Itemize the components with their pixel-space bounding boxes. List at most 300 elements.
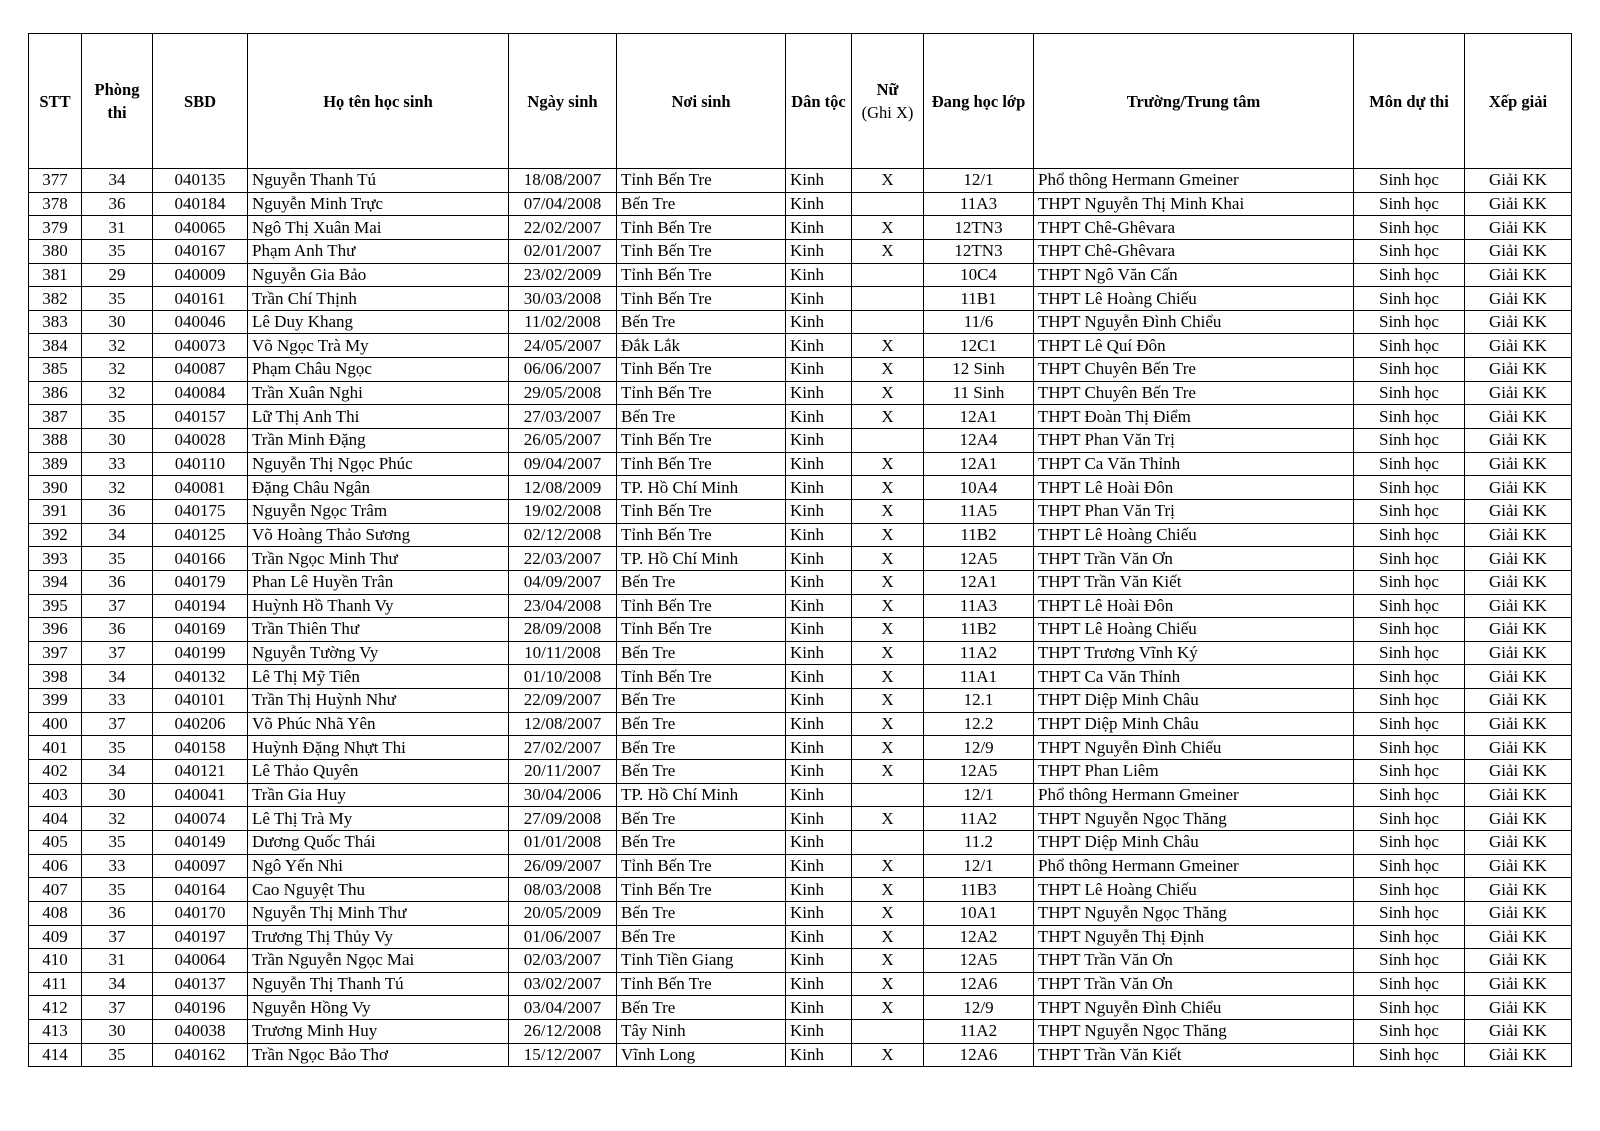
cell-nu: X [852,405,924,429]
cell-nu [852,783,924,807]
cell-ho-ten: Ngô Thị Xuân Mai [248,216,509,240]
table-row [29,594,1572,618]
cell-ho-ten: Nguyễn Thị Ngọc Phúc [248,452,509,476]
cell-giai: Giải KK [1465,405,1572,429]
cell-nu: X [852,334,924,358]
cell-dan-toc: Kinh [786,499,852,523]
cell-phong-thi: 36 [82,570,153,594]
cell-mon: Sinh học [1354,736,1465,760]
cell-ngay-sinh: 20/05/2009 [509,901,617,925]
cell-dan-toc: Kinh [786,925,852,949]
cell-truong: THPT Phan Liêm [1034,760,1354,784]
cell-sbd: 040137 [153,972,248,996]
cell-nu: X [852,169,924,193]
cell-ngay-sinh: 11/02/2008 [509,310,617,334]
cell-lop: 12A6 [924,972,1034,996]
cell-sbd: 040101 [153,689,248,713]
cell-stt: 397 [29,641,82,665]
cell-ho-ten: Trần Ngọc Minh Thư [248,547,509,571]
cell-giai: Giải KK [1465,972,1572,996]
cell-mon: Sinh học [1354,287,1465,311]
cell-lop: 11A3 [924,594,1034,618]
cell-stt: 411 [29,972,82,996]
cell-lop: 12A2 [924,925,1034,949]
cell-noi-sinh: Tỉnh Bến Tre [617,665,786,689]
table-row [29,452,1572,476]
cell-truong: THPT Chuyên Bến Tre [1034,358,1354,382]
cell-truong: THPT Lê Hoàng Chiếu [1034,523,1354,547]
cell-dan-toc: Kinh [786,830,852,854]
cell-mon: Sinh học [1354,334,1465,358]
cell-truong: THPT Phan Văn Trị [1034,429,1354,453]
cell-truong: THPT Trần Văn Ơn [1034,949,1354,973]
cell-ngay-sinh: 26/05/2007 [509,429,617,453]
cell-truong: THPT Nguyễn Ngọc Thăng [1034,901,1354,925]
cell-sbd: 040149 [153,830,248,854]
cell-noi-sinh: Bến Tre [617,689,786,713]
cell-dan-toc: Kinh [786,169,852,193]
cell-phong-thi: 30 [82,1020,153,1044]
cell-noi-sinh: Tỉnh Bến Tre [617,287,786,311]
cell-mon: Sinh học [1354,499,1465,523]
cell-stt: 391 [29,499,82,523]
table-row [29,381,1572,405]
cell-noi-sinh: Bến Tre [617,925,786,949]
table-row [29,689,1572,713]
cell-dan-toc: Kinh [786,1020,852,1044]
cell-lop: 11A1 [924,665,1034,689]
cell-truong: THPT Diệp Minh Châu [1034,712,1354,736]
cell-mon: Sinh học [1354,641,1465,665]
cell-noi-sinh: Tỉnh Bến Tre [617,854,786,878]
cell-phong-thi: 35 [82,239,153,263]
cell-ho-ten: Trần Ngọc Bảo Thơ [248,1043,509,1067]
cell-ho-ten: Huỳnh Hồ Thanh Vy [248,594,509,618]
header-truong: Trường/Trung tâm [1034,34,1354,169]
cell-truong: THPT Nguyễn Thị Minh Khai [1034,192,1354,216]
cell-truong: THPT Phan Văn Trị [1034,499,1354,523]
cell-ngay-sinh: 09/04/2007 [509,452,617,476]
cell-dan-toc: Kinh [786,405,852,429]
cell-ngay-sinh: 24/05/2007 [509,334,617,358]
cell-noi-sinh: Bến Tre [617,807,786,831]
cell-phong-thi: 36 [82,499,153,523]
table-row [29,310,1572,334]
header-phong-thi: Phòng thi [82,34,153,169]
cell-giai: Giải KK [1465,594,1572,618]
cell-ngay-sinh: 28/09/2008 [509,618,617,642]
table-row [29,523,1572,547]
table-row [29,334,1572,358]
cell-giai: Giải KK [1465,901,1572,925]
cell-nu: X [852,665,924,689]
cell-mon: Sinh học [1354,783,1465,807]
cell-giai: Giải KK [1465,878,1572,902]
cell-giai: Giải KK [1465,760,1572,784]
cell-stt: 388 [29,429,82,453]
header-nu [852,34,924,169]
cell-phong-thi: 33 [82,452,153,476]
cell-ho-ten: Ngô Yến Nhi [248,854,509,878]
table-row [29,570,1572,594]
cell-mon: Sinh học [1354,665,1465,689]
cell-ho-ten: Nguyễn Thị Thanh Tú [248,972,509,996]
cell-dan-toc: Kinh [786,216,852,240]
cell-ho-ten: Nguyễn Hồng Vy [248,996,509,1020]
cell-giai: Giải KK [1465,854,1572,878]
cell-noi-sinh: Tỉnh Bến Tre [617,429,786,453]
cell-nu: X [852,972,924,996]
cell-dan-toc: Kinh [786,878,852,902]
cell-lop: 11A2 [924,807,1034,831]
cell-giai: Giải KK [1465,263,1572,287]
cell-truong: THPT Trần Văn Kiết [1034,570,1354,594]
cell-stt: 405 [29,830,82,854]
cell-truong: THPT Ngô Văn Cấn [1034,263,1354,287]
cell-dan-toc: Kinh [786,712,852,736]
cell-noi-sinh: Đắk Lắk [617,334,786,358]
cell-phong-thi: 33 [82,689,153,713]
cell-mon: Sinh học [1354,618,1465,642]
cell-stt: 377 [29,169,82,193]
cell-mon: Sinh học [1354,169,1465,193]
cell-ho-ten: Trần Thiên Thư [248,618,509,642]
cell-noi-sinh: Bến Tre [617,192,786,216]
cell-lop: 12TN3 [924,216,1034,240]
cell-mon: Sinh học [1354,689,1465,713]
cell-sbd: 040196 [153,996,248,1020]
cell-lop: 10A4 [924,476,1034,500]
cell-ngay-sinh: 08/03/2008 [509,878,617,902]
cell-phong-thi: 32 [82,476,153,500]
cell-ho-ten: Cao Nguyệt Thu [248,878,509,902]
cell-giai: Giải KK [1465,830,1572,854]
cell-phong-thi: 30 [82,429,153,453]
cell-ngay-sinh: 30/03/2008 [509,287,617,311]
cell-lop: 10C4 [924,263,1034,287]
table-row [29,972,1572,996]
cell-nu: X [852,547,924,571]
cell-ho-ten: Trương Minh Huy [248,1020,509,1044]
cell-sbd: 040166 [153,547,248,571]
cell-lop: 12/9 [924,736,1034,760]
header-noi-sinh: Nơi sinh [617,34,786,169]
cell-nu: X [852,476,924,500]
cell-ngay-sinh: 10/11/2008 [509,641,617,665]
cell-truong: THPT Lê Hoài Đôn [1034,594,1354,618]
cell-noi-sinh: Bến Tre [617,736,786,760]
cell-sbd: 040074 [153,807,248,831]
cell-stt: 395 [29,594,82,618]
cell-ngay-sinh: 22/02/2007 [509,216,617,240]
cell-nu: X [852,901,924,925]
cell-nu: X [852,996,924,1020]
cell-stt: 387 [29,405,82,429]
table-body [29,169,1572,1067]
cell-ngay-sinh: 07/04/2008 [509,192,617,216]
cell-giai: Giải KK [1465,499,1572,523]
cell-mon: Sinh học [1354,523,1465,547]
table-row [29,949,1572,973]
cell-lop: 11B2 [924,523,1034,547]
cell-ho-ten: Nguyễn Gia Bảo [248,263,509,287]
cell-ngay-sinh: 12/08/2009 [509,476,617,500]
cell-truong: THPT Lê Hoàng Chiếu [1034,287,1354,311]
cell-phong-thi: 37 [82,996,153,1020]
cell-mon: Sinh học [1354,452,1465,476]
cell-ho-ten: Trần Chí Thịnh [248,287,509,311]
cell-ngay-sinh: 01/01/2008 [509,830,617,854]
cell-noi-sinh: Tỉnh Bến Tre [617,594,786,618]
cell-mon: Sinh học [1354,925,1465,949]
cell-sbd: 040125 [153,523,248,547]
cell-nu: X [852,618,924,642]
cell-nu: X [852,807,924,831]
cell-lop: 12A1 [924,452,1034,476]
cell-sbd: 040199 [153,641,248,665]
cell-dan-toc: Kinh [786,570,852,594]
cell-ho-ten: Lê Thị Mỹ Tiên [248,665,509,689]
cell-ngay-sinh: 23/04/2008 [509,594,617,618]
cell-ho-ten: Nguyễn Ngọc Trâm [248,499,509,523]
cell-ngay-sinh: 04/09/2007 [509,570,617,594]
cell-phong-thi: 37 [82,712,153,736]
table-row [29,901,1572,925]
cell-sbd: 040194 [153,594,248,618]
table-row [29,878,1572,902]
cell-sbd: 040179 [153,570,248,594]
cell-lop: 12A5 [924,949,1034,973]
cell-stt: 379 [29,216,82,240]
cell-noi-sinh: Tỉnh Bến Tre [617,358,786,382]
cell-sbd: 040161 [153,287,248,311]
cell-dan-toc: Kinh [786,429,852,453]
cell-stt: 403 [29,783,82,807]
cell-giai: Giải KK [1465,665,1572,689]
cell-truong: THPT Nguyễn Thị Định [1034,925,1354,949]
cell-noi-sinh: Tỉnh Bến Tre [617,523,786,547]
cell-ngay-sinh: 20/11/2007 [509,760,617,784]
cell-noi-sinh: Bến Tre [617,405,786,429]
cell-lop: 12TN3 [924,239,1034,263]
cell-mon: Sinh học [1354,949,1465,973]
cell-sbd: 040197 [153,925,248,949]
cell-nu: X [852,358,924,382]
cell-truong: THPT Diệp Minh Châu [1034,830,1354,854]
table-row [29,760,1572,784]
cell-ho-ten: Huỳnh Đặng Nhựt Thi [248,736,509,760]
cell-lop: 12A1 [924,570,1034,594]
cell-ho-ten: Trần Gia Huy [248,783,509,807]
cell-nu: X [852,381,924,405]
cell-stt: 400 [29,712,82,736]
cell-dan-toc: Kinh [786,689,852,713]
cell-mon: Sinh học [1354,878,1465,902]
cell-nu: X [852,854,924,878]
cell-nu: X [852,216,924,240]
cell-truong: THPT Đoàn Thị Điểm [1034,405,1354,429]
table-row [29,712,1572,736]
cell-lop: 11.2 [924,830,1034,854]
cell-sbd: 040170 [153,901,248,925]
cell-ho-ten: Phạm Anh Thư [248,239,509,263]
cell-phong-thi: 33 [82,854,153,878]
cell-phong-thi: 32 [82,334,153,358]
cell-stt: 381 [29,263,82,287]
cell-ho-ten: Trần Minh Đặng [248,429,509,453]
cell-noi-sinh: Tỉnh Tiền Giang [617,949,786,973]
cell-nu: X [852,712,924,736]
cell-giai: Giải KK [1465,239,1572,263]
cell-ngay-sinh: 27/03/2007 [509,405,617,429]
cell-giai: Giải KK [1465,689,1572,713]
cell-stt: 408 [29,901,82,925]
cell-dan-toc: Kinh [786,618,852,642]
table-row [29,854,1572,878]
cell-lop: 12A1 [924,405,1034,429]
cell-dan-toc: Kinh [786,760,852,784]
cell-truong: THPT Nguyễn Ngọc Thăng [1034,807,1354,831]
cell-noi-sinh: Bến Tre [617,901,786,925]
cell-giai: Giải KK [1465,736,1572,760]
cell-stt: 386 [29,381,82,405]
cell-ho-ten: Lê Thảo Quyên [248,760,509,784]
cell-giai: Giải KK [1465,641,1572,665]
cell-mon: Sinh học [1354,854,1465,878]
cell-noi-sinh: Bến Tre [617,996,786,1020]
cell-ngay-sinh: 01/10/2008 [509,665,617,689]
cell-ho-ten: Lữ Thị Anh Thi [248,405,509,429]
cell-ho-ten: Võ Hoàng Thảo Sương [248,523,509,547]
cell-stt: 406 [29,854,82,878]
cell-sbd: 040167 [153,239,248,263]
cell-giai: Giải KK [1465,1043,1572,1067]
cell-phong-thi: 34 [82,665,153,689]
cell-ngay-sinh: 27/02/2007 [509,736,617,760]
cell-lop: 12C1 [924,334,1034,358]
cell-truong: THPT Nguyễn Ngọc Thăng [1034,1020,1354,1044]
table-row [29,1020,1572,1044]
cell-phong-thi: 29 [82,263,153,287]
cell-ngay-sinh: 02/12/2008 [509,523,617,547]
cell-dan-toc: Kinh [786,358,852,382]
cell-stt: 390 [29,476,82,500]
cell-sbd: 040087 [153,358,248,382]
cell-nu: X [852,878,924,902]
cell-giai: Giải KK [1465,996,1572,1020]
cell-mon: Sinh học [1354,594,1465,618]
cell-ho-ten: Trần Xuân Nghi [248,381,509,405]
cell-noi-sinh: Tỉnh Bến Tre [617,499,786,523]
cell-truong: THPT Nguyễn Đình Chiểu [1034,310,1354,334]
cell-phong-thi: 35 [82,287,153,311]
cell-giai: Giải KK [1465,429,1572,453]
cell-truong: THPT Lê Hoài Đôn [1034,476,1354,500]
cell-truong: THPT Chê-Ghêvara [1034,239,1354,263]
table-row [29,499,1572,523]
cell-truong: THPT Diệp Minh Châu [1034,689,1354,713]
cell-mon: Sinh học [1354,901,1465,925]
header-nu-sub: (Ghi X) [861,103,914,122]
table-row [29,641,1572,665]
cell-dan-toc: Kinh [786,949,852,973]
cell-sbd: 040081 [153,476,248,500]
table-row [29,618,1572,642]
cell-sbd: 040097 [153,854,248,878]
cell-noi-sinh: Bến Tre [617,641,786,665]
header-giai: Xếp giải [1465,34,1572,169]
cell-ho-ten: Nguyễn Tường Vy [248,641,509,665]
table-row [29,925,1572,949]
cell-ho-ten: Trần Thị Huỳnh Như [248,689,509,713]
header-sbd: SBD [153,34,248,169]
cell-giai: Giải KK [1465,216,1572,240]
cell-ho-ten: Dương Quốc Thái [248,830,509,854]
cell-giai: Giải KK [1465,712,1572,736]
cell-dan-toc: Kinh [786,641,852,665]
cell-phong-thi: 31 [82,216,153,240]
cell-lop: 12/9 [924,996,1034,1020]
cell-ho-ten: Phạm Châu Ngọc [248,358,509,382]
cell-mon: Sinh học [1354,310,1465,334]
table-header [29,34,1572,169]
cell-stt: 383 [29,310,82,334]
cell-ho-ten: Nguyễn Thanh Tú [248,169,509,193]
cell-mon: Sinh học [1354,1020,1465,1044]
cell-giai: Giải KK [1465,334,1572,358]
cell-nu [852,287,924,311]
cell-mon: Sinh học [1354,239,1465,263]
table-row [29,429,1572,453]
cell-stt: 404 [29,807,82,831]
cell-noi-sinh: Bến Tre [617,760,786,784]
cell-dan-toc: Kinh [786,736,852,760]
cell-nu [852,310,924,334]
header-nu-label: Nữ [876,80,899,99]
cell-stt: 399 [29,689,82,713]
cell-giai: Giải KK [1465,310,1572,334]
cell-nu: X [852,949,924,973]
cell-dan-toc: Kinh [786,547,852,571]
cell-lop: 12A5 [924,547,1034,571]
cell-truong: THPT Lê Hoàng Chiếu [1034,878,1354,902]
cell-ho-ten: Phan Lê Huyền Trân [248,570,509,594]
cell-nu [852,1020,924,1044]
cell-lop: 12/1 [924,783,1034,807]
cell-phong-thi: 35 [82,736,153,760]
cell-sbd: 040041 [153,783,248,807]
cell-dan-toc: Kinh [786,523,852,547]
cell-lop: 11A2 [924,641,1034,665]
cell-sbd: 040206 [153,712,248,736]
cell-giai: Giải KK [1465,547,1572,571]
cell-noi-sinh: Tỉnh Bến Tre [617,618,786,642]
cell-mon: Sinh học [1354,570,1465,594]
cell-ho-ten: Lê Duy Khang [248,310,509,334]
cell-dan-toc: Kinh [786,854,852,878]
table-row [29,169,1572,193]
cell-stt: 382 [29,287,82,311]
cell-phong-thi: 35 [82,547,153,571]
cell-lop: 12/1 [924,854,1034,878]
cell-lop: 11A3 [924,192,1034,216]
cell-nu [852,192,924,216]
cell-noi-sinh: TP. Hồ Chí Minh [617,547,786,571]
cell-noi-sinh: Tỉnh Bến Tre [617,239,786,263]
cell-nu: X [852,736,924,760]
cell-dan-toc: Kinh [786,972,852,996]
cell-lop: 12A4 [924,429,1034,453]
